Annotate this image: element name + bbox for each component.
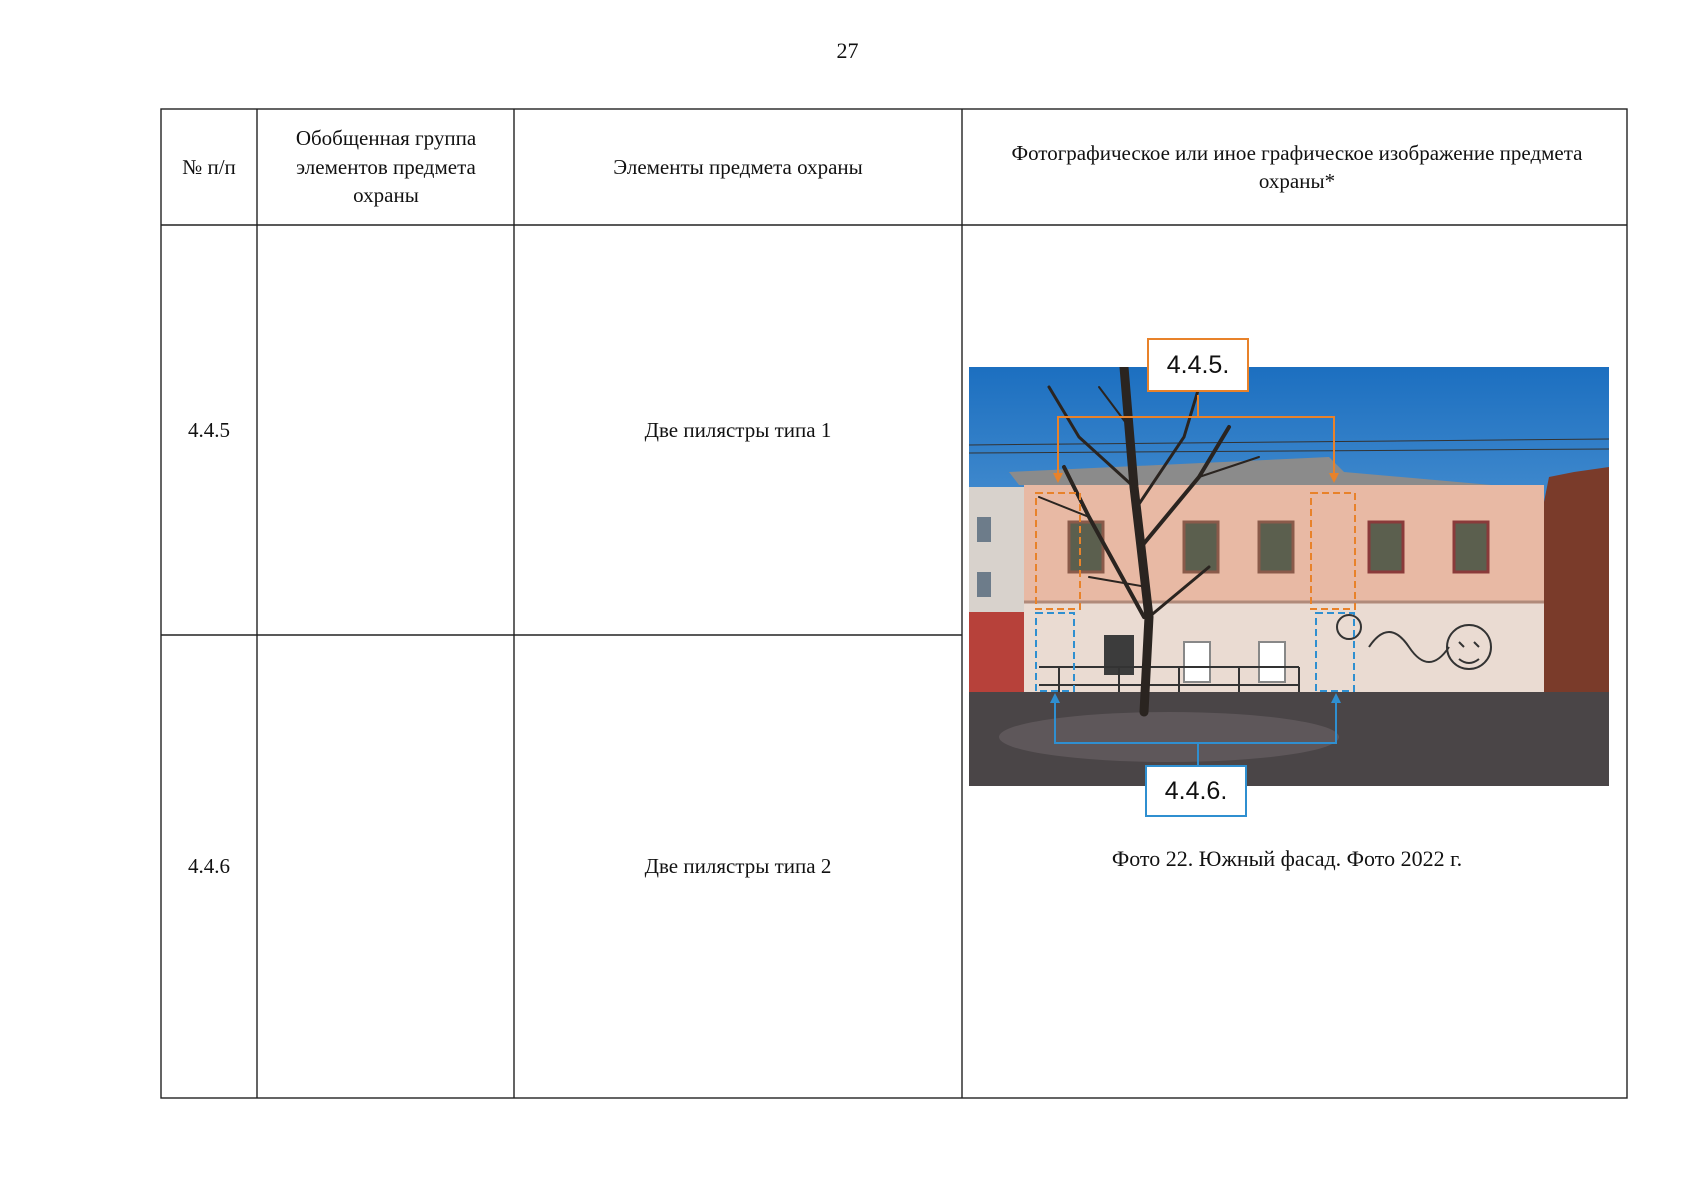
header-image: Фотографическое или иное графическое изображение предмета охраны* <box>1011 140 1583 193</box>
row-group <box>257 635 514 1098</box>
page-number: 27 <box>836 38 859 63</box>
callout-label-orange: 4.4.5. <box>1147 338 1249 392</box>
facade-photo <box>969 367 1609 786</box>
row-number: 4.4.6 <box>188 854 230 879</box>
row-group <box>257 225 514 635</box>
callout-label-blue: 4.4.6. <box>1145 765 1247 817</box>
row-element: Две пилястры типа 1 <box>644 417 832 442</box>
row-number: 4.4.5 <box>188 417 230 442</box>
header-elements: Элементы предмета охраны <box>613 154 863 179</box>
protection-table <box>160 108 1628 1099</box>
header-group: Обобщенная группа элементов предмета охраны <box>295 126 477 208</box>
photo-caption: Фото 22. Южный фасад. Фото 2022 г. <box>1111 846 1463 871</box>
header-number: № п/п <box>182 154 236 179</box>
row-element: Две пилястры типа 2 <box>644 854 832 879</box>
